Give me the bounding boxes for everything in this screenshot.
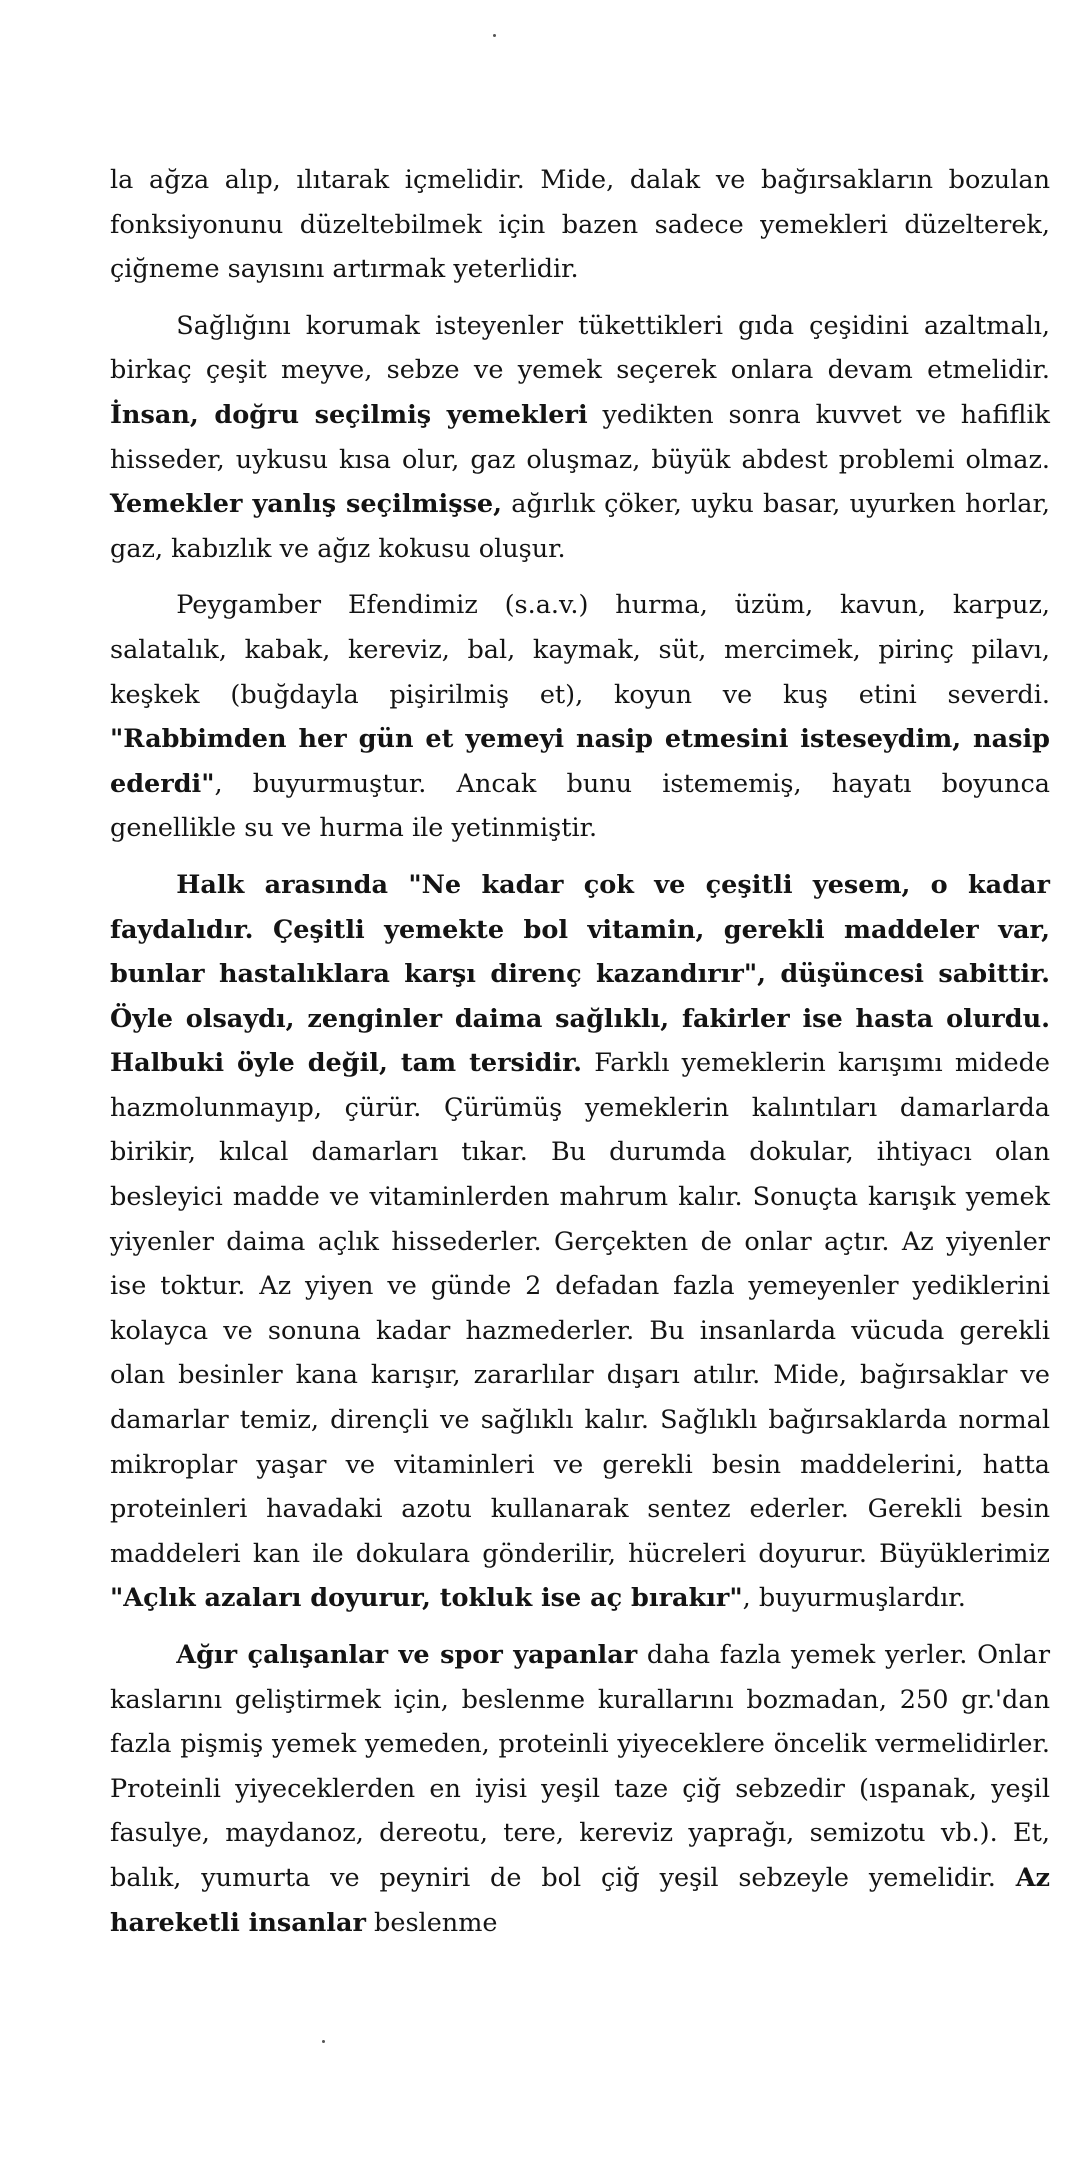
bold-text-segment: Yemekler yanlış seçilmişse, xyxy=(110,489,503,520)
text-segment: Peygamber Efendimiz (s.a.v.) hurma, üzüm, kavun, karpuz, salatalık, kabak, kereviz, bal, kaymak, süt, mercimek, pirinç pilavı, keşkek (buğdayla pişirilmiş et), koyun ve kuş etini severdi. xyxy=(110,590,1050,710)
top-speck xyxy=(493,34,496,37)
bold-text-segment: Ağır çalışanlar ve spor yapanlar xyxy=(176,1640,638,1670)
paragraph-1 xyxy=(110,158,1050,292)
text-segment: , buyurmuşlardır. xyxy=(742,1583,966,1614)
text-segment: Farklı yemeklerin karışımı midede hazmolunmayıp, çürür. Çürümüş yemeklerin kalıntıları damarlarda birikir, kılcal damarları tıkar. Bu durumda dokular, ihtiyacı olan besleyici madde ve vitaminlerden mahrum kalır. Sonuçta karışık yemek yiyenler daima açlık hissederler. Gerçekten de onlar açtır. Az yiyenler ise toktur. Az yiyen ve günde 2 defadan fazla yemeyenler yediklerini kolayca ve sonuna kadar hazmederler. Bu insanlarda vücuda gerekli olan besinler kana karışır, zararlılar dışarı atılır. Mide, bağırsaklar ve damarlar temiz, dirençli ve sağlıklı kalır. Sağlıklı bağırsaklarda normal mikroplar yaşar ve vitaminleri ve gerekli besin maddelerini, hatta proteinleri havadaki azotu kullanarak sentez ederler. Gerekli besin maddeleri kan ile dokulara gönderilir, hücreleri doyurur. Büyüklerimiz xyxy=(110,1048,1050,1569)
paragraph-4 xyxy=(110,863,1050,1621)
text-segment: beslenme xyxy=(365,1907,498,1938)
paragraph-5 xyxy=(110,1633,1050,1945)
bold-text-segment: Az hareketli insanlar xyxy=(110,1862,1050,1938)
bold-text-segment: İnsan, doğru seçilmiş yemekleri xyxy=(110,399,588,430)
bold-text-segment: "Açlık azaları doyurur, tokluk ise aç bırakır" xyxy=(110,1583,743,1614)
paragraph-2 xyxy=(110,304,1050,572)
text-segment: ağırlık çöker, uyku basar, uyurken horlar, gaz, kabızlık ve ağız kokusu oluşur. xyxy=(110,489,1050,564)
text-segment: la ağza alıp, ılıtarak içmelidir. Mide, dalak ve bağırsakların bozulan fonksiyonunu düzeltebilmek için bazen sadece yemekleri düzelterek, çiğneme sayısını artırmak yeterlidir. xyxy=(110,165,1050,285)
bold-text-segment: Halk arasında "Ne kadar çok ve çeşitli yesem, o kadar faydalıdır. Çeşitli yemekte bol vitamin, gerekli maddeler var, bunlar hastalıklara karşı direnç kazandırır", düşüncesi sabittir. Öyle olsaydı, zenginler daima sağlıklı, fakirler ise hasta olurdu. Halbuki öyle değil, tam tersidir. xyxy=(110,869,1050,1079)
document-page xyxy=(110,158,1050,1945)
text-segment: daha fazla yemek yerler. Onlar kaslarını geliştirmek için, beslenme kurallarını bozmadan, 250 gr.'dan fazla pişmiş yemek yemeden, proteinli yiyeceklere öncelik vermelidirler. Proteinli yiyeceklerden en iyisi yeşil taze çiğ sebzedir (ıspanak, yeşil fasulye, maydanoz, dereotu, tere, kereviz yaprağı, semizotu vb.). Et, balık, yumurta ve peyniri de bol çiğ yeşil sebzeyle yemelidir. xyxy=(110,1640,1051,1893)
text-segment: , buyurmuştur. Ancak bunu istememiş, hayatı boyunca genellikle su ve hurma ile yetinmiştir. xyxy=(110,768,1050,844)
text-segment: Sağlığını korumak isteyenler tükettikleri gıda çeşidini azaltmalı, birkaç çeşit meyve, sebze ve yemek seçerek onlara devam etmelidir. xyxy=(110,310,1050,386)
text-segment: yedikten sonra kuvvet ve hafiflik hisseder, uykusu kısa olur, gaz oluşmaz, büyük abdest problemi olmaz. xyxy=(110,399,1050,475)
bold-text-segment: "Rabbimden her gün et yemeyi nasip etmesini isteseydim, nasip ederdi" xyxy=(110,724,1050,799)
bottom-speck xyxy=(322,2040,325,2043)
paragraph-3 xyxy=(110,583,1050,851)
